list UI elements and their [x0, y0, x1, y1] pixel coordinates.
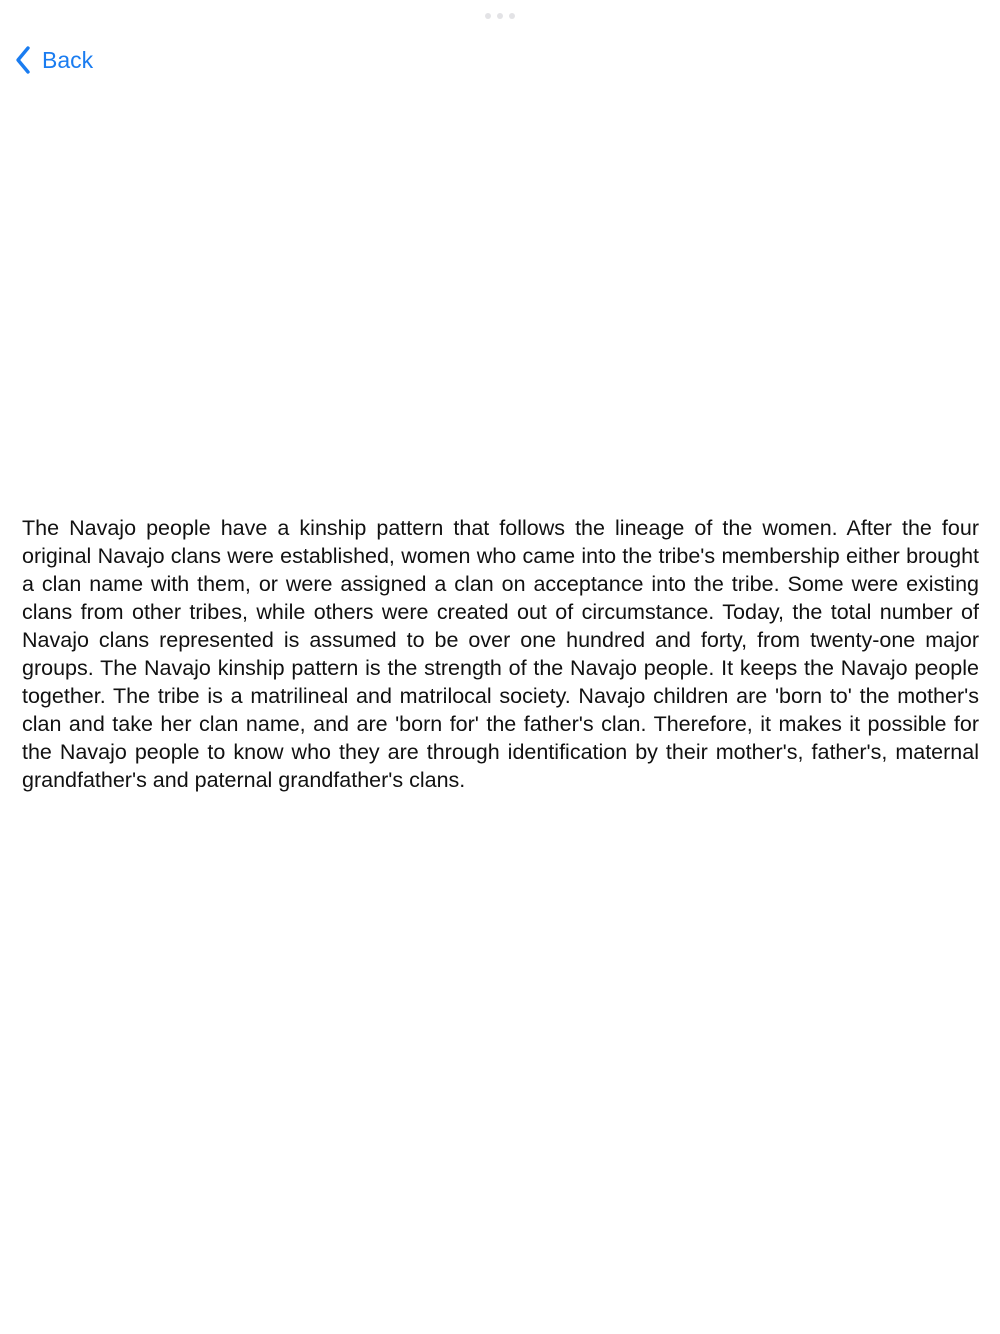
chevron-left-icon — [14, 45, 32, 75]
multitasking-dot-icon — [509, 13, 515, 19]
back-button[interactable] — [14, 42, 93, 78]
body-paragraph: The Navajo people have a kinship pattern that follows the lineage of the women. After the four original Navajo clans were established, women who came into the tribe's membership either brought a clan name with them, or were assigned a clan on acceptance into the tribe. Some were existing clans from other tribes, while others were created out of circumstance. Today, the total number of Navajo clans represented is assumed to be over one hundred and forty, from twenty-one major groups. The Navajo kinship pattern is the strength of the Navajo people. It keeps the Navajo people together. The tribe is a matrilineal and matrilocal society. Navajo children are 'born to' the mother's clan and take her clan name, and are 'born for' the father's clan. Therefore, it makes it possible for the Navajo people to know who they are through identification by their mother's, father's, maternal grandfather's and paternal grandfather's clans. — [22, 516, 979, 792]
multitasking-handle[interactable] — [485, 12, 515, 20]
multitasking-dot-icon — [485, 13, 491, 19]
multitasking-dot-icon — [497, 13, 503, 19]
back-label: Back — [42, 47, 94, 73]
